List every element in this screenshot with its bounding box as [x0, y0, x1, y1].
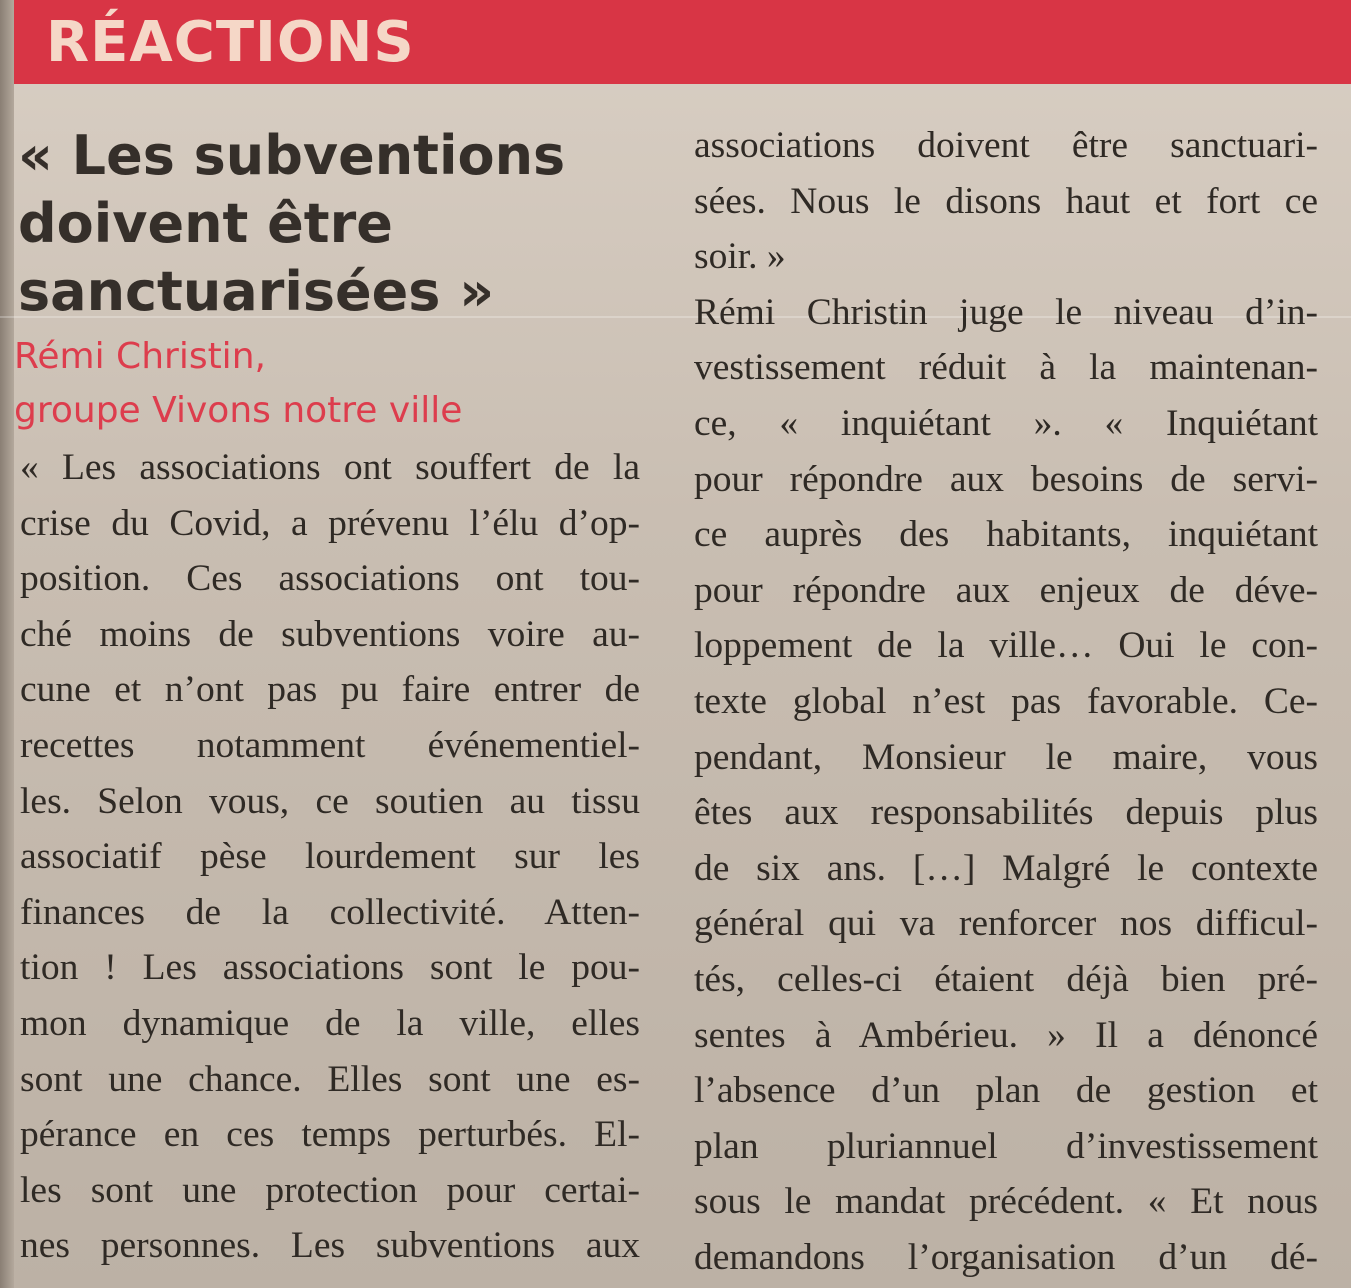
text-line: de six ans. […] Malgré le contexte	[694, 847, 1318, 889]
text-line: finances de la collectivité. Atten-	[20, 891, 640, 933]
text-line: nes personnes. Les subventions aux	[20, 1225, 640, 1267]
headline-line: doivent être	[18, 192, 393, 255]
article-headline	[18, 122, 618, 326]
text-line: pour répondre aux besoins de servi-	[694, 458, 1318, 500]
text-line: pendant, Monsieur le maire, vous	[694, 736, 1318, 778]
text-line: vestissement réduit à la maintenan-	[694, 347, 1318, 389]
text-line: texte global n’est pas favorable. Ce-	[694, 680, 1318, 722]
text-line: associatif pèse lourdement sur les	[20, 836, 640, 878]
text-line: soir. »	[694, 236, 786, 278]
text-line: les. Selon vous, ce soutien au tissu	[20, 780, 640, 822]
text-line: demandons l’organisation d’un dé-	[694, 1236, 1318, 1278]
page-edge-shadow	[0, 0, 14, 1288]
byline-name: Rémi Christin,	[14, 336, 266, 377]
text-line: recettes notamment événementiel-	[20, 724, 640, 766]
text-line: ce, « inquiétant ». « Inquiétant	[694, 402, 1318, 444]
text-line: tion ! Les associations sont le pou-	[20, 947, 640, 989]
section-banner	[14, 0, 1351, 84]
text-line: l’absence d’un plan de gestion et	[694, 1070, 1318, 1112]
text-line: Rémi Christin juge le niveau d’in-	[694, 291, 1318, 333]
text-line: général qui va renforcer nos difficul-	[694, 903, 1318, 945]
text-line: plan pluriannuel d’investissement	[694, 1125, 1318, 1167]
byline-group: groupe Vivons notre ville	[14, 390, 463, 431]
text-line: loppement de la ville… Oui le con-	[694, 625, 1318, 667]
text-line: crise du Covid, a prévenu l’élu d’op-	[20, 502, 640, 544]
article-byline	[14, 330, 462, 438]
text-line: êtes aux responsabilités depuis plus	[694, 792, 1318, 834]
text-line: pour répondre aux enjeux de déve-	[694, 569, 1318, 611]
text-line: sées. Nous le disons haut et fort ce	[694, 180, 1318, 222]
headline-line: « Les subventions	[18, 124, 566, 187]
text-line: les sont une protection pour certai-	[20, 1169, 640, 1211]
text-line: sont une chance. Elles sont une es-	[20, 1058, 640, 1100]
text-line: ce auprès des habitants, inquiétant	[694, 514, 1318, 556]
text-line: tés, celles-ci étaient déjà bien pré-	[694, 958, 1318, 1000]
text-line: sous le mandat précédent. « Et nous	[694, 1181, 1318, 1223]
text-line: cune et n’ont pas pu faire entrer de	[20, 669, 640, 711]
text-line: pérance en ces temps perturbés. El-	[20, 1114, 640, 1156]
right-column-text	[694, 118, 1318, 1285]
text-line: ché moins de subventions voire au-	[20, 613, 640, 655]
left-column-text	[20, 440, 640, 1274]
text-line: associations doivent être sanctuari-	[694, 125, 1318, 166]
text-line: « Les associations ont souffert de la	[20, 447, 640, 488]
section-title: RÉACTIONS	[46, 10, 415, 75]
text-line: sentes à Ambérieu. » Il a dénoncé	[694, 1014, 1318, 1056]
text-line: position. Ces associations ont tou-	[20, 558, 640, 600]
headline-line: sanctuarisées »	[18, 260, 495, 323]
text-line: mon dynamique de la ville, elles	[20, 1002, 640, 1044]
